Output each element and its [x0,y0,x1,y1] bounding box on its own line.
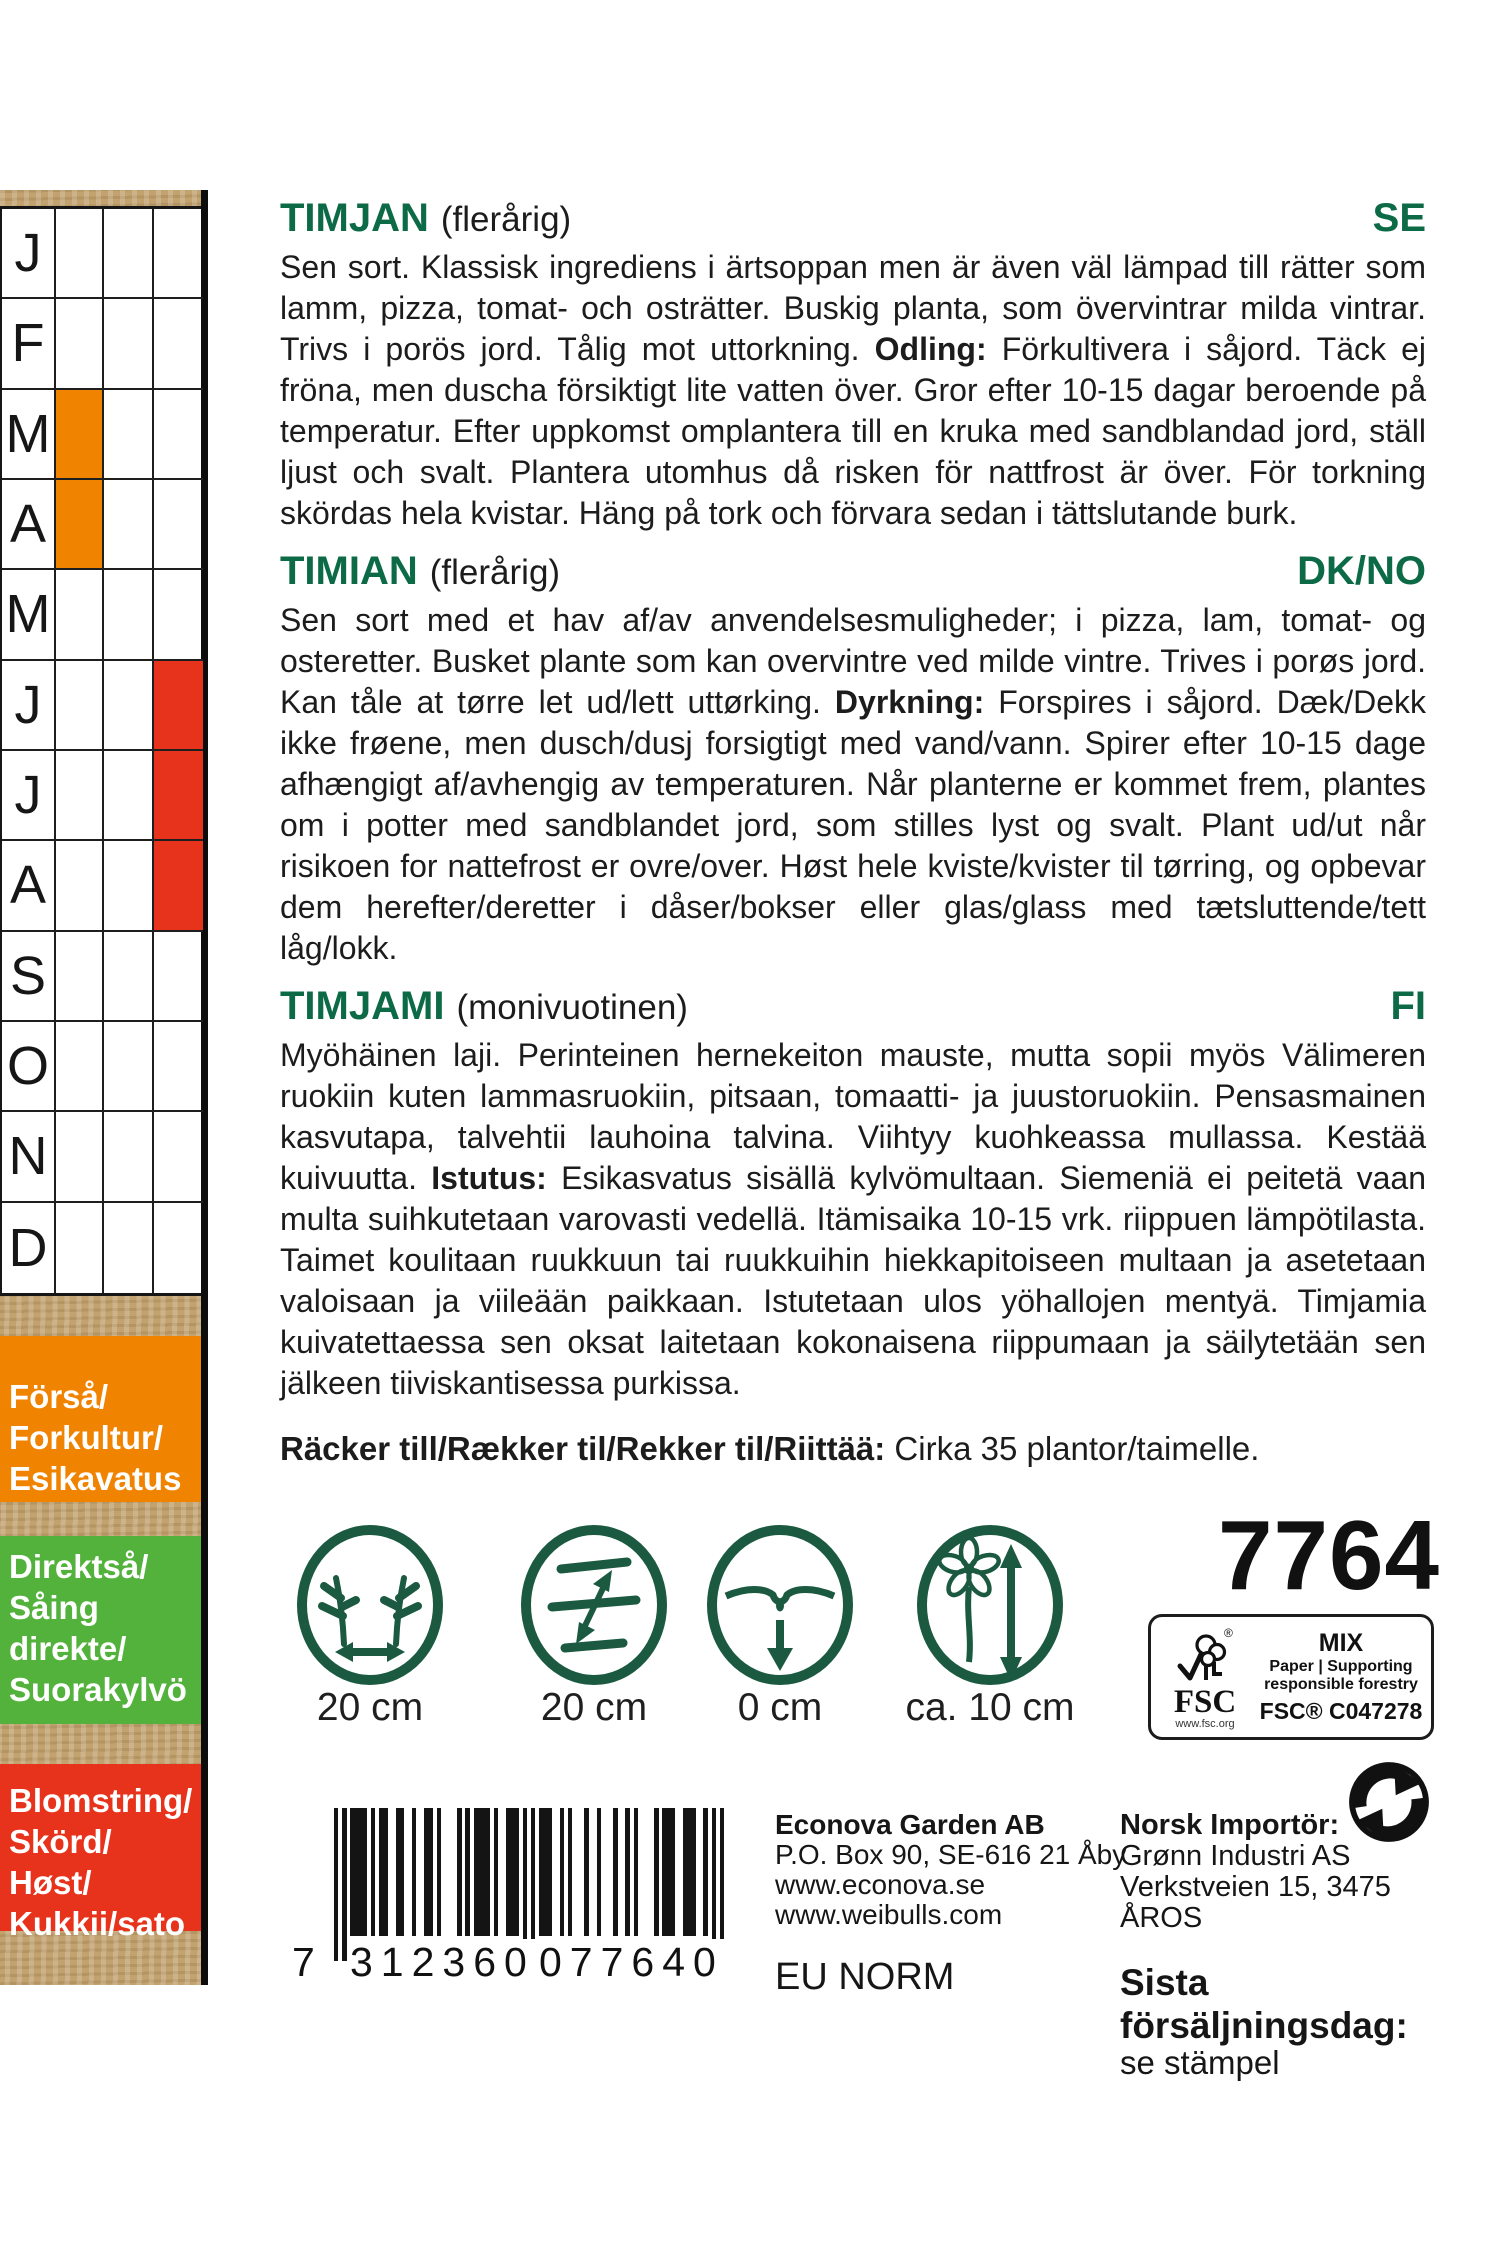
section-se [280,196,1426,534]
fsc-tree-icon [1174,1624,1236,1688]
section-fi-lead: Myöhäinen laji. Perinteinen hernekeiton mauste, mutta sopii myös Välimeren ruokiin kuten lammasruokiin, pitsaan, tomaatti- ja juustoruokiin. Pensasmainen kasvutapa, talvehtii lauhoina talvina. Viihtyy kuohkeassa mullassa. Kestää kuivuutta. [280,1037,1426,1196]
fsc-brand: FSC [1173,1684,1237,1721]
section-se-language-code: SE [1372,196,1426,240]
calendar-cell [154,932,203,1022]
section-se-rest: Förkultivera i såjord. Täck ej fröna, men duscha försiktigt lite vatten över. Gror efter 10-15 dagar beroende på temperatur. Efter uppkomst omplantera till en kruka med sandblandad jord, ställ ljust och svalt. Plantera utomhus då risken för nattfrost är över. För torkning skördas hela kvistar. Häng på tork och förvara sedan i tättslutande burk. [280,331,1427,531]
calendar-cell [56,1112,104,1202]
calendar-month-label: O [2,1022,56,1112]
section-dk-no-language-code: DK/NO [1297,549,1426,593]
section-dk-no-title: TIMIAN [280,549,418,593]
legend-direct-sow [0,1536,201,1724]
section-fi-header [280,984,1426,1029]
section-dk-no-cultivation-label: Dyrkning: [834,684,985,720]
sowing-depth-group [694,1524,866,1730]
article-number: 7764 [1217,1500,1440,1610]
section-se-title: TIMJAN [280,196,429,240]
calendar-cell [154,390,203,480]
row-spacing-group [508,1524,680,1730]
fsc-mix-label: MIX [1318,1628,1364,1657]
legend-presow-line: Förså/ [9,1378,109,1415]
legend-harvest-line: Kukkii/sato [9,1905,186,1942]
calendar-cell [56,661,104,751]
ean-barcode [294,1808,734,1993]
calendar-cell [104,751,154,841]
calendar-cell [56,1203,104,1293]
calendar-cell [154,209,203,299]
legend-direct-sow-line: Direktså/ [9,1548,149,1585]
calendar-month-label: J [2,751,56,841]
section-dk-no-body [280,600,1426,969]
calendar-cell [154,299,203,389]
calendar-cell [104,1203,154,1293]
calendar-cell [104,661,154,751]
calendar-month-label: S [2,932,56,1022]
plant-spacing-icon [295,1524,445,1686]
calendar-cell [56,299,104,389]
calendar-cell [154,1022,203,1112]
calendar-cell [56,751,104,841]
calendar-cell [154,1203,203,1293]
section-se-cultivation-label: Odling: [874,331,987,367]
legend-presow [0,1336,201,1502]
section-fi [280,984,1426,1404]
section-fi-rest: Esikasvatus sisällä kylvömultaan. Siemeniä ei peitetä vaan multa suihkutetaan varovasti vedellä. Itämisaika 10-15 vrk. riippuen lämpötilasta. Taimet koulitaan ruukkuun tai ruukkuihin hiekkapitoiseen multaan ja asetetaan valoisaan ja viileään paikkaan. Istutetaan ulos yöhallojen mentyä. Timjamia kuivatettaessa sen oksat laitetaan kokonaisena riippumaan ja säilytetään sen jälkeen tiiviskantisessa purkissa. [280,1160,1427,1401]
calendar-cell [56,1022,104,1112]
yield-line [280,1430,1426,1468]
row-spacing-value: 20 cm [540,1686,648,1729]
section-se-lead: Sen sort. Klassisk ingrediens i ärtsoppan men är även väl lämpad till rätter som lamm, pizza, tomat- och osträtter. Buskig planta, som övervintrar milda vintrar. Trivs i porös jord. Tålig mot uttorkning. [280,249,1426,367]
calendar-cell [154,841,203,931]
sowing-depth-icon [705,1524,855,1686]
fsc-left-column [1155,1624,1255,1730]
yield-label: Räcker till/Rækker til/Rekker til/Riittää: [280,1430,886,1467]
producer-block [775,1809,1127,1998]
row-spacing-icon [519,1524,669,1686]
calendar-month-label: M [2,570,56,660]
recycling-green-dot-icon [1347,1760,1431,1844]
barcode-digits-right: 077640 [539,1939,724,1985]
section-dk-no-lead: Sen sort med et hav af/av anvendelsesmuligheder; i pizza, lam, tomat- og osteretter. Busket plante som kan overvintre ved milde vintre. Trives i porøs jord. Kan tåle at tørre let ud/lett uttørking. [280,602,1426,720]
sowing-calendar-grid [0,206,201,1296]
legend-harvest [0,1764,201,1942]
calendar-cell [154,751,203,841]
plant-height-value: ca. 10 cm [905,1686,1075,1729]
calendar-cell [104,209,154,299]
fsc-url: www.fsc.org [1175,1717,1235,1730]
section-se-subtitle: (flerårig) [440,200,572,239]
calendar-month-label: F [2,299,56,389]
calendar-cell [154,661,203,751]
planting-icons-row [280,1500,1440,1762]
section-dk-no-header [280,549,1426,594]
article-fsc-stack [1148,1500,1440,1740]
barcode-digit-first: 7 [292,1939,315,1985]
plant-spacing-group [284,1524,456,1730]
calendar-cell [104,841,154,931]
calendar-cell [104,1112,154,1202]
producer-name: Econova Garden AB [775,1809,1045,1840]
calendar-month-label: J [2,661,56,751]
expiry-value: se stämpel [1120,2044,1280,2082]
calendar-cell [56,390,104,480]
calendar-cell [154,570,203,660]
barcode-digits-left: 312360 [350,1939,535,1985]
calendar-month-label: N [2,1112,56,1202]
calendar-cell [104,480,154,570]
fsc-right-column [1255,1629,1427,1726]
calendar-month-label: D [2,1203,56,1293]
fsc-claim-line1: Paper | Supporting [1269,1657,1413,1675]
section-dk-no [280,549,1426,969]
importer-label: Norsk Importör: [1120,1809,1340,1841]
legend-direct-sow-line: Suorakylvö [9,1671,187,1708]
legend-harvest-line: Blomstring/ [9,1782,193,1819]
legend-harvest-line: Høst/ [9,1864,92,1901]
calendar-cell [56,480,104,570]
expiry-label: Sista försäljningsdag: [1120,1962,1408,2046]
section-fi-title: TIMJAMI [280,984,445,1028]
plant-spacing-value: 20 cm [316,1686,424,1729]
producer-address: P.O. Box 90, SE-616 21 Åby [775,1839,1127,1870]
section-fi-subtitle: (monivuotinen) [456,988,688,1027]
legend-direct-sow-line: direkte/ [9,1630,127,1667]
calendar-cell [104,570,154,660]
importer-block [1120,1809,1426,2082]
section-fi-body [280,1035,1426,1404]
plant-height-group [904,1524,1076,1730]
legend-presow-line: Forkultur/ [9,1419,163,1456]
section-dk-no-subtitle: (flerårig) [429,553,561,592]
importer-name: Grønn Industri AS [1120,1840,1351,1872]
fsc-badge [1148,1614,1434,1740]
legend-presow-line: Esikavatus [9,1460,182,1497]
calendar-cell [56,570,104,660]
section-se-header [280,196,1426,241]
producer-website-weibulls: www.weibulls.com [775,1899,1003,1930]
fsc-license-code: FSC® C047278 [1259,1698,1423,1725]
sowing-depth-value: 0 cm [737,1686,823,1729]
svg-text:®: ® [1224,1626,1233,1641]
plant-height-icon [915,1524,1065,1686]
section-fi-cultivation-label: Istutus: [431,1160,547,1196]
calendar-cell [104,932,154,1022]
section-fi-language-code: FI [1390,984,1426,1028]
section-se-body [280,247,1426,534]
calendar-month-label: A [2,480,56,570]
calendar-cell [104,1022,154,1112]
expiry-block [1120,1962,1426,2082]
calendar-cell [56,209,104,299]
calendar-month-label: A [2,841,56,931]
calendar-cell [56,841,104,931]
calendar-cell [104,299,154,389]
calendar-cell [154,480,203,570]
fsc-claim-line2: responsible forestry [1264,1675,1418,1693]
calendar-cell [104,390,154,480]
section-dk-no-rest: Forspires i såjord. Dæk/Dekk ikke frøene, men dusch/dusj forsigtigt med vand/vann. Spirer efter 10-15 dage afhængigt af/avhengig av temperaturen. Når planterne er kommet frem, plantes om i potter med sandblandet jord, som stilles lyst og svalt. Plant ud/ut når risikoen for nattefrost er ovre/over. Høst hele kviste/kvister til tørring, og opbevar dem herefter/deretter i dåser/bokser eller glas/glass med tætsluttende/tett låg/lokk. [280,684,1427,966]
calendar-month-label: J [2,209,56,299]
main-content [280,196,1440,2082]
legend-direct-sow-line: Såing [9,1589,99,1626]
legend-harvest-line: Skörd/ [9,1823,112,1860]
calendar-cell [56,932,104,1022]
sowing-calendar-sidebar [0,190,208,1985]
eu-norm-label: EU NORM [775,1956,955,1998]
importer-address: Verkstveien 15, 3475 ÅROS [1120,1871,1391,1934]
producer-website-econova: www.econova.se [775,1869,986,1900]
yield-value: Cirka 35 plantor/taimelle. [885,1430,1260,1467]
calendar-month-label: M [2,390,56,480]
bottom-row [280,1806,1426,2082]
calendar-cell [154,1112,203,1202]
